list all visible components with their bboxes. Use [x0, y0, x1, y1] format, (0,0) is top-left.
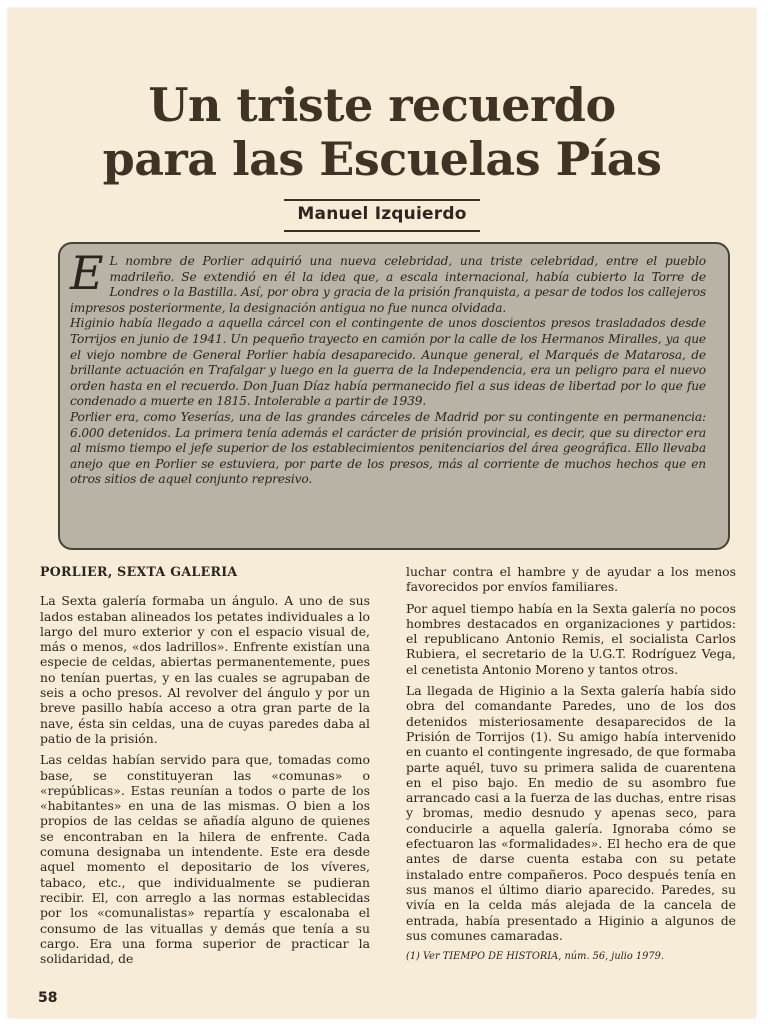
- title-line-1: Un triste recuerdo: [148, 78, 616, 132]
- intro-paragraph-2: Higinio había llegado a aquella cárcel con el contingente de unos doscientos presos trasladados desde Torrijos en junio de 1941. Un pequeño trayecto en camión por la calle de los Hermanos Miralles, ya que el viejo nombre de General Porlier había desaparecido. Aunque general, el Marqués de Matarosa, de brillante actuación en Trafalgar y luego en la guerra de la Independencia, era un peligro para el nuevo orden hasta en el recuerdo. Don Juan Díaz había permanecido fiel a sus ideas de libertad por lo que fue condenado a muerte en 1815. Intolerable a partir de 1939.: [70, 316, 706, 409]
- title-line-2: para las Escuelas Pías: [102, 132, 662, 186]
- article-title: [8, 78, 756, 186]
- intro-paragraph-3: Porlier era, como Yeserías, una de las grandes cárceles de Madrid por su contingente en permanencia: 6.000 detenidos. La primera tenía además el carácter de prisión provincial, es decir, que su director era al mismo tiempo el jefe superior de los establecimientos penitenciarios del área geográfica. Ello llevaba anejo que en Porlier se estuviera, por parte de los presos, más al corriente de muchos hechos que en otros sitios de aquel conjunto represivo.: [70, 409, 706, 487]
- intro-text-1: L nombre de Porlier adquirió una nueva celebridad, una triste celebridad, entre el pueblo madrileño. Se extendió en él la idea que, a escala internacional, había cubierto la Torre de Londres o la Bastilla. Así, por obra y gracia de la prisión franquista, a pesar de todos los callejeros impresos posteriormente, la designación antigua no fue nunca olvidada.: [70, 254, 706, 315]
- section-heading: PORLIER, SEXTA GALERIA: [40, 564, 238, 579]
- page-number: 58: [38, 990, 58, 1006]
- author-rule-top: [284, 199, 480, 201]
- footnote: (1) Ver TIEMPO DE HISTORIA, núm. 56, julio 1979.: [406, 951, 664, 963]
- right-paragraph-1: luchar contra el hambre y de ayudar a los menos favorecidos por envíos familiares.: [406, 564, 736, 595]
- right-paragraph-2: Por aquel tiempo había en la Sexta galería no pocos hombres destacados en organizaciones y partidos: el republicano Antonio Remis, el socialista Carlos Rubiera, el secretario de la U.G.T. Rodríguez Vega, el cenetista Antonio Moreno y tantos otros.: [406, 600, 736, 677]
- left-paragraph-2: Las celdas habían servido para que, tomadas como base, se constituyeran las «comunas» o «repúblicas». Estas reunían a todos o parte de los «habitantes» en una de las mismas. O bien a los propios de las celdas se añadía alguno de quienes se encontraban en la hilera de enfrente. Cada comuna designaba un intendente. Este era desde aquel momento el depositario de los víveres, tabaco, etc., que individualmente se pudieran recibir. El, con arreglo a las normas establecidas por los «comunalistas» repartía y escalonaba el consumo de las vituallas y demás que tenía a su cargo. Era una forma superior de practicar la solidaridad, de: [40, 752, 370, 967]
- right-paragraph-3: La llegada de Higinio a la Sexta galería había sido obra del comandante Paredes, uno de los dos detenidos misteriosamente desaparecidos de la Prisión de Torrijos (1). Su amigo había intervenido en cuanto el contingente ingresado, de que formaba parte aquél, tuvo su primera salida de cuarentena en el piso bajo. En medio de su asombro fue arrancado casi a la fuerza de las duchas, entre risas y bromas, medio desnudo y apenas seco, para conducirle a aquella galería. Ignoraba cómo se efectuaron las «formalidades». El hecho era de que antes de darse cuenta estaba con su petate instalado entre compañeros. Poco después tenía en sus manos el último diario aparecido. Paredes, su vivía en la celda más alejada de la cancela de entrada, había presentado a Higinio a algunos de sus comunes camaradas.: [406, 683, 736, 943]
- intro-paragraph-1: [70, 246, 706, 316]
- intro-box: [58, 242, 730, 550]
- magazine-page: [8, 8, 756, 1018]
- author-rule-bottom: [284, 230, 480, 232]
- left-column: [40, 564, 370, 972]
- right-column: [406, 564, 736, 964]
- drop-cap: E: [70, 246, 104, 300]
- author-byline: Manuel Izquierdo: [297, 204, 467, 224]
- left-paragraph-1: La Sexta galería formaba un ángulo. A uno de sus lados estaban alineados los petates individuales a lo largo del muro exterior y con el espacio visual de, más o menos, «dos ladrillos». Enfrente existían una especie de celdas, abiertas permanentemente, pues no tenían puertas, y en las cuales se agrupaban de seis a ocho presos. Al revolver del ángulo y por un breve pasillo había acceso a otra gran parte de la nave, ésta sin celdas, una de cuyas paredes daba al patio de la prisión.: [40, 593, 370, 746]
